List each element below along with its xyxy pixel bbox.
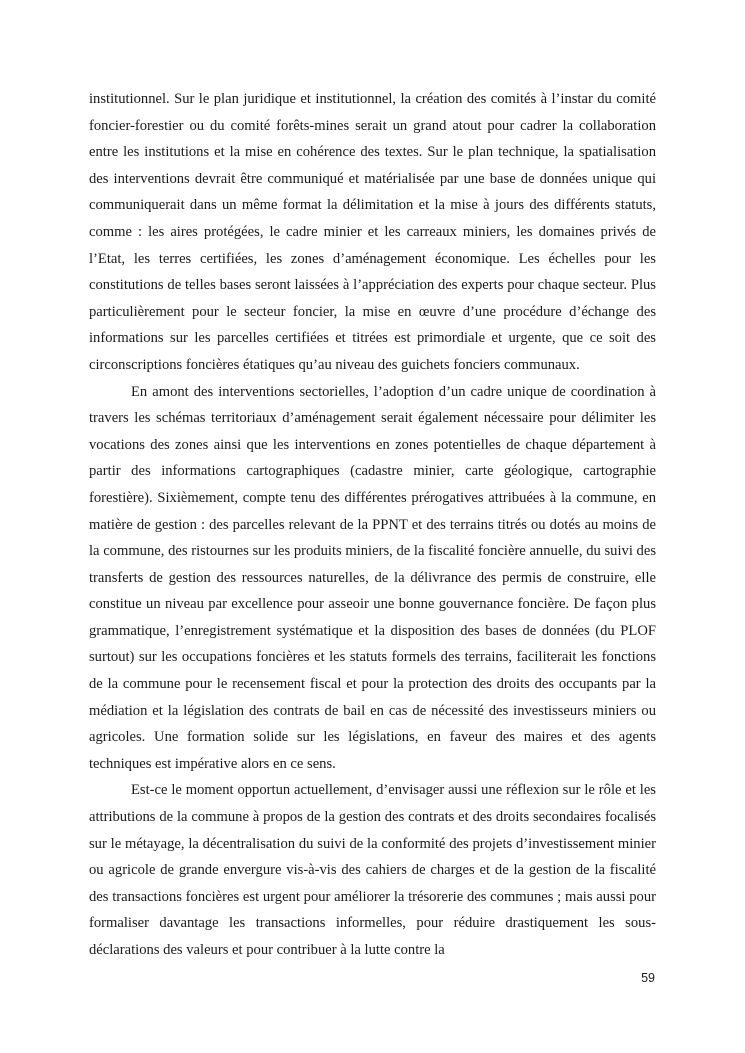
- paragraph-coordination: En amont des interventions sectorielles, l’adoption d’un cadre unique de coordination à travers les schémas territoriaux d’aménagement serait également nécessaire pour délimiter les vocations des zones ainsi que les interventions en zones potentielles de chaque département à partir des informations cartographiques (cadastre minier, carte géologique, cartographie forestière). Sixièmement, compte tenu des différentes prérogatives attribuées à la commune, en matière de gestion : des parcelles relevant de la PPNT et des terrains titrés ou dotés au moins de la commune, des ristournes sur les produits miniers, de la fiscalité foncière annuelle, du suivi des transferts de gestion des ressources naturelles, de la délivrance des permis de construire, elle constitue un niveau par excellence pour asseoir une bonne gouvernance foncière. De façon plus grammatique, l’enregistrement systématique et la disposition des bases de données (du PLOF surtout) sur les occupations foncières et les statuts formels des terrains, faciliterait les fonctions de la commune pour le recensement fiscal et pour la protection des droits des occupants par la médiation et la législation des contrats de bail en cas de nécessité des investisseurs miniers ou agricoles. Une formation solide sur les législations, en faveur des maires et des agents techniques est impérative alors en ce sens.: [89, 383, 656, 772]
- paragraph-continuation: institutionnel. Sur le plan juridique et institutionnel, la création des comités à l’instar du comité foncier-forestier ou du comité forêts-mines serait un grand atout pour cadrer la collaboration entre les institutions et la mise en cohérence des textes. Sur le plan technique, la spatialisation des interventions devrait être communiqué et matérialisée par une base de données unique qui communiquerait dans un même format la délimitation et la mise à jours des différents statuts, comme : les aires protégées, le cadre minier et les carreaux miniers, les domaines privés de l’Etat, les terres certifiées, les zones d’aménagement économique. Les échelles pour les constitutions de telles bases seront laissées à l’appréciation des experts pour chaque secteur. Plus particulièrement pour le secteur foncier, la mise en œuvre d’une procédure d’échange des informations sur les parcelles certifiées et titrées est primordiale et urgente, que ce soit des circonscriptions foncières étatiques qu’au niveau des guichets fonciers communaux.: [89, 91, 656, 373]
- page-number: 59: [641, 971, 655, 985]
- body-text: [89, 86, 656, 964]
- paragraph-commune-role: Est-ce le moment opportun actuellement, d’envisager aussi une réflexion sur le rôle et les attributions de la commune à propos de la gestion des contrats et des droits secondaires focalisés sur le métayage, la décentralisation du suivi de la conformité des projets d’investissement minier ou agricole de grande envergure vis-à-vis des cahiers de charges et de la gestion de la fiscalité des transactions foncières est urgent pour améliorer la trésorerie des communes ; mais aussi pour formaliser davantage les transactions informelles, pour réduire drastiquement les sous-déclarations des valeurs et pour contribuer à la lutte contre la: [89, 782, 656, 958]
